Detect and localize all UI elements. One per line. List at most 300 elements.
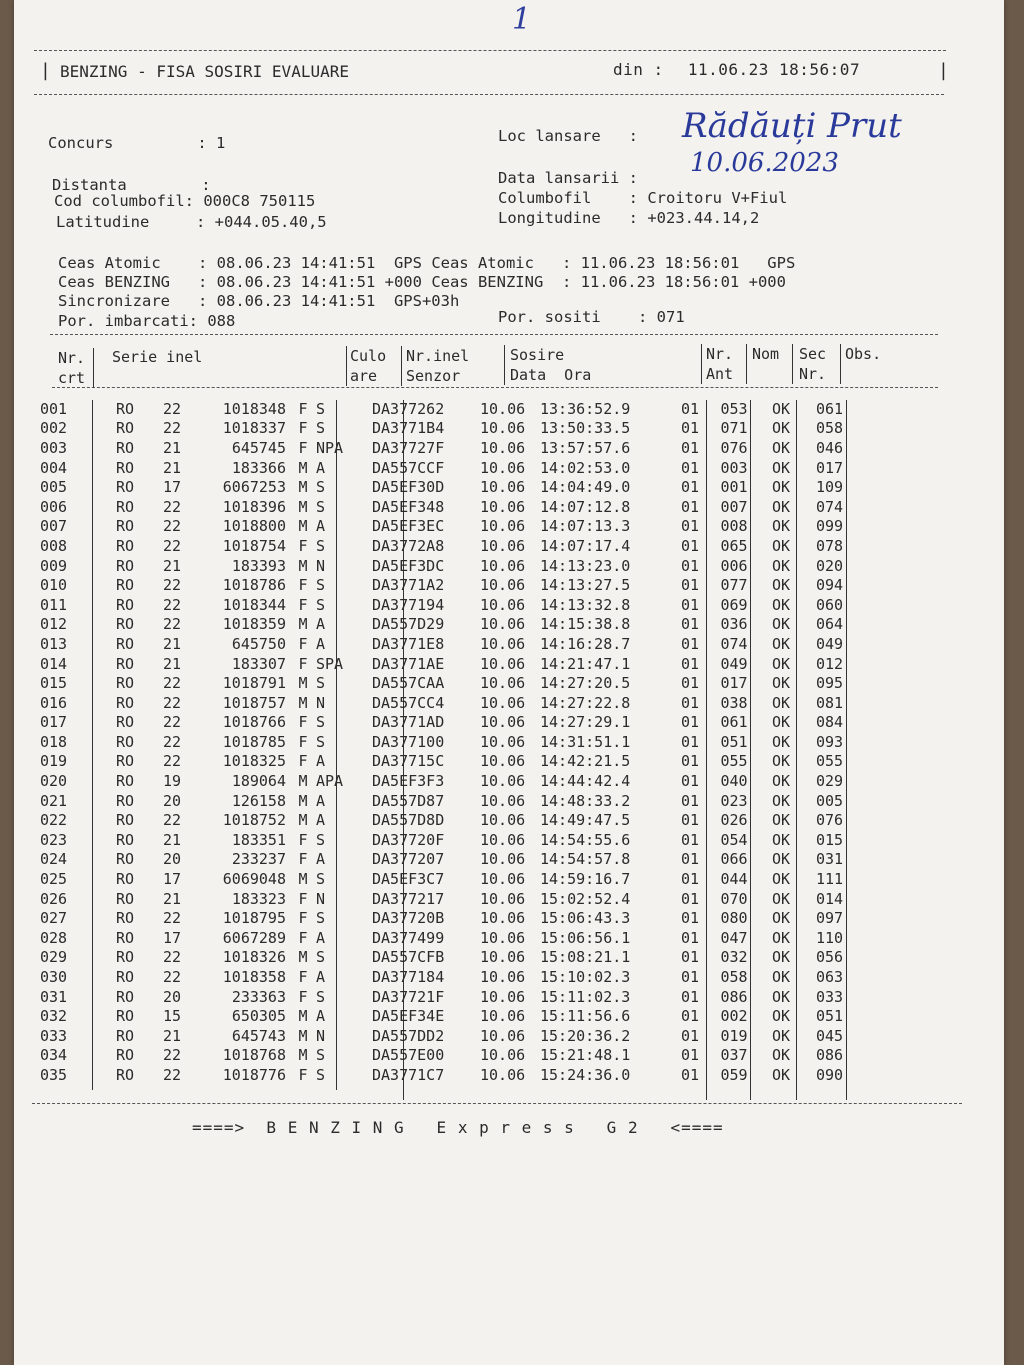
arrival-time: 13:57:57.6 — [540, 438, 631, 457]
sex: F — [298, 654, 308, 673]
table-row — [40, 654, 876, 674]
arrival-date: 10.06 — [480, 732, 526, 751]
col-sec-nr-line1: Sec — [799, 345, 827, 363]
arrival-time: 15:06:56.1 — [540, 928, 631, 947]
chip-id: DA37720F — [372, 830, 445, 849]
col-nr-ant — [706, 344, 733, 384]
arrival-date: 10.06 — [480, 478, 526, 497]
chip-id: DA557CCF — [372, 458, 445, 477]
antenna: 01 — [680, 850, 700, 869]
col-culoare — [350, 346, 386, 386]
antenna: 01 — [680, 732, 700, 751]
row-nr: 002 — [40, 419, 68, 438]
sex: F — [298, 987, 308, 1006]
sex: F — [298, 399, 308, 418]
table-row — [40, 595, 876, 615]
antenna: 01 — [680, 419, 700, 438]
nom: 066 — [720, 850, 748, 869]
ring-year: 17 — [162, 928, 182, 947]
longitudine-label: Longitudine — [498, 209, 601, 227]
ring-year: 20 — [162, 791, 182, 810]
sec-status: OK — [771, 615, 791, 634]
color: SPA — [316, 654, 344, 673]
chip-id: DA37720B — [372, 909, 445, 928]
sincronizare-row: Sincronizare : 08.06.23 14:41:51 GPS+03h — [58, 292, 460, 310]
sex: M — [298, 693, 308, 712]
table-row — [40, 517, 876, 537]
antenna: 01 — [680, 399, 700, 418]
chip-id: DA3771E8 — [372, 634, 445, 653]
obs: 074 — [816, 497, 844, 516]
sincronizare-value: 08.06.23 14:41:51 — [216, 292, 376, 310]
ring-country: RO — [115, 438, 135, 457]
antenna: 01 — [680, 576, 700, 595]
table-row — [40, 1006, 876, 1026]
ring-country: RO — [115, 1065, 135, 1084]
color: A — [316, 517, 326, 536]
row-nr: 032 — [40, 1007, 68, 1026]
sec-status: OK — [771, 850, 791, 869]
row-nr: 011 — [40, 595, 68, 614]
ring-number: 183323 — [231, 889, 286, 908]
row-nr: 008 — [40, 536, 68, 555]
ring-year: 22 — [162, 752, 182, 771]
longitudine-row: Longitudine : +023.44.14,2 — [498, 209, 760, 227]
arrival-date: 10.06 — [480, 634, 526, 653]
sec-status: OK — [771, 791, 791, 810]
col-nr-inel-line1: Nr.inel — [406, 347, 470, 365]
arrival-date: 10.06 — [480, 576, 526, 595]
sex: F — [298, 909, 308, 928]
sincronizare-src: GPS+03h — [393, 292, 460, 310]
arrival-time: 14:59:16.7 — [540, 870, 631, 889]
sex: M — [298, 1026, 308, 1045]
sec-status: OK — [771, 654, 791, 673]
obs: 078 — [816, 536, 844, 555]
nom: 023 — [720, 791, 748, 810]
ring-year: 22 — [162, 674, 182, 693]
obs: 029 — [816, 772, 844, 791]
antenna: 01 — [680, 634, 700, 653]
sex: F — [298, 419, 308, 438]
arrival-date: 10.06 — [480, 419, 526, 438]
print-date: din : 11.06.23 18:56:07 — [613, 60, 861, 79]
color: S — [316, 732, 326, 751]
sec-status: OK — [771, 968, 791, 987]
arrivals-table — [40, 399, 876, 1085]
sec-status: OK — [771, 928, 791, 947]
arrival-time: 14:27:22.8 — [540, 693, 631, 712]
sec-status: OK — [771, 693, 791, 712]
nom: 017 — [720, 674, 748, 693]
antenna: 01 — [680, 968, 700, 987]
chip-id: DA377184 — [372, 968, 445, 987]
sex: F — [298, 438, 308, 457]
col-culoare-line1: Culo — [350, 347, 387, 365]
ring-country: RO — [115, 732, 135, 751]
ring-country: RO — [115, 811, 135, 830]
chip-id: DA37727F — [372, 438, 445, 457]
ring-year: 20 — [162, 850, 182, 869]
chip-id: DA5EF3F3 — [372, 772, 445, 791]
rule-after-cul — [401, 346, 402, 386]
row-nr: 001 — [40, 399, 68, 418]
color: S — [316, 595, 326, 614]
color: S — [316, 399, 326, 418]
ring-number: 1018358 — [222, 968, 286, 987]
nom: 026 — [720, 811, 748, 830]
table-row — [40, 497, 876, 517]
obs: 064 — [816, 615, 844, 634]
col-nom: Nom — [752, 345, 780, 363]
antenna: 01 — [680, 772, 700, 791]
row-nr: 023 — [40, 830, 68, 849]
nom: 032 — [720, 948, 748, 967]
ring-year: 17 — [162, 478, 182, 497]
ring-number: 1018325 — [222, 752, 286, 771]
ring-country: RO — [115, 595, 135, 614]
antenna: 01 — [680, 536, 700, 555]
ring-number: 183393 — [231, 556, 286, 575]
sec-status: OK — [771, 634, 791, 653]
data-lansarii-label: Data lansarii — [498, 169, 620, 187]
rule-after-time — [701, 344, 702, 384]
ring-year: 21 — [162, 634, 182, 653]
ring-country: RO — [115, 948, 135, 967]
chip-id: DA5EF30D — [372, 478, 445, 497]
chip-id: DA5EF348 — [372, 497, 445, 516]
separator-bottom — [32, 1103, 962, 1104]
obs: 086 — [816, 1046, 844, 1065]
arrival-date: 10.06 — [480, 1026, 526, 1045]
cod-columbofil-label: Cod columbofil: — [54, 192, 194, 210]
arrival-date: 10.06 — [480, 654, 526, 673]
chip-id: DA377194 — [372, 595, 445, 614]
row-nr: 004 — [40, 458, 68, 477]
arrival-date: 10.06 — [480, 791, 526, 810]
col-nr-crt-line1: Nr. — [58, 349, 86, 367]
sex: M — [298, 1007, 308, 1026]
color: S — [316, 948, 326, 967]
row-nr: 033 — [40, 1026, 68, 1045]
antenna: 01 — [680, 1065, 700, 1084]
arrival-time: 14:13:23.0 — [540, 556, 631, 575]
chip-id: DA557CC4 — [372, 693, 445, 712]
sec-status: OK — [771, 438, 791, 457]
ring-year: 21 — [162, 830, 182, 849]
table-row — [40, 791, 876, 811]
ring-number: 233237 — [231, 850, 286, 869]
nom: 040 — [720, 772, 748, 791]
obs: 094 — [816, 576, 844, 595]
nom: 001 — [720, 478, 748, 497]
row-nr: 019 — [40, 752, 68, 771]
ceas-benzing-end: 11.06.23 18:56:01 — [580, 273, 740, 291]
ring-country: RO — [115, 713, 135, 732]
benzing-footer: ====> B E N Z I N G E x p r e s s G 2 <==== — [192, 1118, 724, 1137]
separator-header — [34, 94, 944, 95]
sec-status: OK — [771, 909, 791, 928]
chip-id: DA3772A8 — [372, 536, 445, 555]
concurs-label: Concurs — [48, 134, 114, 152]
arrival-time: 14:49:47.5 — [540, 811, 631, 830]
obs: 012 — [816, 654, 844, 673]
arrival-time: 14:42:21.5 — [540, 752, 631, 771]
antenna: 01 — [680, 497, 700, 516]
arrival-date: 10.06 — [480, 889, 526, 908]
ring-number: 6067253 — [222, 478, 286, 497]
row-nr: 027 — [40, 909, 68, 928]
table-row — [40, 830, 876, 850]
arrival-time: 15:11:02.3 — [540, 987, 631, 1006]
obs: 046 — [816, 438, 844, 457]
nom: 044 — [720, 870, 748, 889]
arrival-date: 10.06 — [480, 772, 526, 791]
longitudine-value: +023.44.14,2 — [647, 209, 760, 227]
table-row — [40, 634, 876, 654]
chip-id: DA3771C7 — [372, 1065, 445, 1084]
chip-id: DA5EF3EC — [372, 517, 445, 536]
antenna: 01 — [680, 458, 700, 477]
color: A — [316, 791, 326, 810]
bleed-through-text — [30, 1140, 990, 1360]
arrival-date: 10.06 — [480, 497, 526, 516]
arrival-date: 10.06 — [480, 811, 526, 830]
ring-number: 1018752 — [222, 811, 286, 830]
sositi-row: Por. sositi : 071 — [498, 308, 685, 326]
ceas-benzing-label: Ceas BENZING — [58, 273, 170, 291]
color: A — [316, 850, 326, 869]
arrivals-table-body — [40, 399, 876, 1085]
sex: M — [298, 791, 308, 810]
ring-year: 22 — [162, 1046, 182, 1065]
nom: 071 — [720, 419, 748, 438]
color: S — [316, 870, 326, 889]
ring-number: 6069048 — [222, 870, 286, 889]
ring-year: 17 — [162, 870, 182, 889]
color: S — [316, 713, 326, 732]
obs: 060 — [816, 595, 844, 614]
row-nr: 026 — [40, 889, 68, 908]
table-row — [40, 615, 876, 635]
ring-country: RO — [115, 634, 135, 653]
color: NPA — [316, 438, 344, 457]
color: S — [316, 536, 326, 555]
ring-number: 1018768 — [222, 1046, 286, 1065]
obs: 045 — [816, 1026, 844, 1045]
col-nr-ant-line1: Nr. — [706, 345, 734, 363]
arrival-time: 14:48:33.2 — [540, 791, 631, 810]
ring-number: 645743 — [231, 1026, 286, 1045]
ring-country: RO — [115, 850, 135, 869]
sec-status: OK — [771, 772, 791, 791]
ring-year: 22 — [162, 497, 182, 516]
ring-country: RO — [115, 791, 135, 810]
nom: 049 — [720, 654, 748, 673]
arrival-time: 14:44:42.4 — [540, 772, 631, 791]
arrival-time: 15:21:48.1 — [540, 1046, 631, 1065]
arrival-date: 10.06 — [480, 556, 526, 575]
table-row — [40, 477, 876, 497]
sec-status: OK — [771, 752, 791, 771]
nom: 065 — [720, 536, 748, 555]
obs: 111 — [816, 870, 844, 889]
col-nr-inel-line2: Senzor — [406, 367, 461, 385]
sec-status: OK — [771, 870, 791, 889]
sec-status: OK — [771, 732, 791, 751]
table-row — [40, 908, 876, 928]
table-row — [40, 1065, 876, 1085]
separator-columns-top — [50, 334, 938, 335]
table-row — [40, 771, 876, 791]
arrival-time: 15:24:36.0 — [540, 1065, 631, 1084]
sec-status: OK — [771, 889, 791, 908]
sex: M — [298, 478, 308, 497]
arrival-date: 10.06 — [480, 517, 526, 536]
sec-status: OK — [771, 595, 791, 614]
ring-number: 1018359 — [222, 615, 286, 634]
color: A — [316, 634, 326, 653]
obs: 099 — [816, 517, 844, 536]
antenna: 01 — [680, 889, 700, 908]
sec-status: OK — [771, 811, 791, 830]
ring-year: 22 — [162, 968, 182, 987]
obs: 097 — [816, 909, 844, 928]
arrival-time: 14:27:29.1 — [540, 713, 631, 732]
obs: 017 — [816, 458, 844, 477]
arrival-date: 10.06 — [480, 928, 526, 947]
sec-status: OK — [771, 987, 791, 1006]
ring-year: 22 — [162, 419, 182, 438]
table-row — [40, 575, 876, 595]
ceas-benzing-end-offset: +000 — [748, 273, 786, 291]
chip-id: DA5EF34E — [372, 1007, 445, 1026]
ring-number: 233363 — [231, 987, 286, 1006]
row-nr: 009 — [40, 556, 68, 575]
ring-year: 22 — [162, 909, 182, 928]
table-row — [40, 399, 876, 419]
sex: M — [298, 556, 308, 575]
arrival-date: 10.06 — [480, 909, 526, 928]
sex: F — [298, 850, 308, 869]
antenna: 01 — [680, 752, 700, 771]
chip-id: DA557D8D — [372, 811, 445, 830]
sec-status: OK — [771, 674, 791, 693]
color: S — [316, 1065, 326, 1084]
arrival-date: 10.06 — [480, 615, 526, 634]
antenna: 01 — [680, 674, 700, 693]
row-nr: 007 — [40, 517, 68, 536]
color: S — [316, 576, 326, 595]
nom: 006 — [720, 556, 748, 575]
row-nr: 014 — [40, 654, 68, 673]
ceas-atomic-label: Ceas Atomic — [58, 254, 161, 272]
loc-lansare-label: Loc lansare — [498, 127, 601, 145]
row-nr: 029 — [40, 948, 68, 967]
row-nr: 012 — [40, 615, 68, 634]
arrival-date: 10.06 — [480, 399, 526, 418]
separator-top — [34, 50, 946, 51]
handwritten-page-number: 1 — [512, 2, 532, 37]
arrival-date: 10.06 — [480, 713, 526, 732]
nom: 002 — [720, 1007, 748, 1026]
loc-lansare-handwritten: Rădăuți Prut — [682, 106, 902, 146]
ring-year: 21 — [162, 889, 182, 908]
chip-id: DA377100 — [372, 732, 445, 751]
color: APA — [316, 772, 344, 791]
ring-country: RO — [115, 870, 135, 889]
sec-status: OK — [771, 576, 791, 595]
obs: 090 — [816, 1065, 844, 1084]
cod-columbofil-value: 000C8 750115 — [203, 192, 316, 210]
nom: 047 — [720, 928, 748, 947]
ring-country: RO — [115, 458, 135, 477]
ring-number: 1018348 — [222, 399, 286, 418]
col-nr-crt — [58, 348, 85, 388]
sec-status: OK — [771, 497, 791, 516]
ring-number: 645745 — [231, 438, 286, 457]
ring-country: RO — [115, 654, 135, 673]
color: A — [316, 458, 326, 477]
col-sec-nr — [799, 344, 826, 384]
color: A — [316, 615, 326, 634]
nom: 036 — [720, 615, 748, 634]
sex: F — [298, 889, 308, 908]
ring-number: 1018766 — [222, 713, 286, 732]
ring-number: 183351 — [231, 830, 286, 849]
ring-number: 6067289 — [222, 928, 286, 947]
col-culoare-line2: are — [350, 367, 378, 385]
antenna: 01 — [680, 791, 700, 810]
obs: 005 — [816, 791, 844, 810]
distanta-label: Distanta — [52, 176, 127, 194]
arrival-date: 10.06 — [480, 595, 526, 614]
print-date-label: din — [613, 60, 644, 79]
row-nr: 024 — [40, 850, 68, 869]
ring-year: 22 — [162, 693, 182, 712]
ring-country: RO — [115, 674, 135, 693]
ring-country: RO — [115, 772, 135, 791]
table-row — [40, 458, 876, 478]
antenna: 01 — [680, 595, 700, 614]
arrival-time: 14:13:27.5 — [540, 576, 631, 595]
color: S — [316, 497, 326, 516]
color: N — [316, 889, 326, 908]
ring-number: 126158 — [231, 791, 286, 810]
ring-number: 1018337 — [222, 419, 286, 438]
arrival-time: 14:07:17.4 — [540, 536, 631, 555]
chip-id: DA377207 — [372, 850, 445, 869]
row-nr: 018 — [40, 732, 68, 751]
table-row — [40, 928, 876, 948]
sec-status: OK — [771, 1046, 791, 1065]
nom: 058 — [720, 968, 748, 987]
arrival-time: 14:27:20.5 — [540, 674, 631, 693]
antenna: 01 — [680, 654, 700, 673]
ring-number: 1018795 — [222, 909, 286, 928]
arrival-time: 14:04:49.0 — [540, 478, 631, 497]
ceas-atomic-start: 08.06.23 14:41:51 — [216, 254, 376, 272]
ring-number: 1018344 — [222, 595, 286, 614]
nom: 037 — [720, 1046, 748, 1065]
ring-year: 21 — [162, 438, 182, 457]
ring-number: 1018326 — [222, 948, 286, 967]
antenna: 01 — [680, 987, 700, 1006]
distanta-row: Distanta : — [52, 176, 220, 194]
nom: 008 — [720, 517, 748, 536]
obs: 076 — [816, 811, 844, 830]
table-row — [40, 556, 876, 576]
